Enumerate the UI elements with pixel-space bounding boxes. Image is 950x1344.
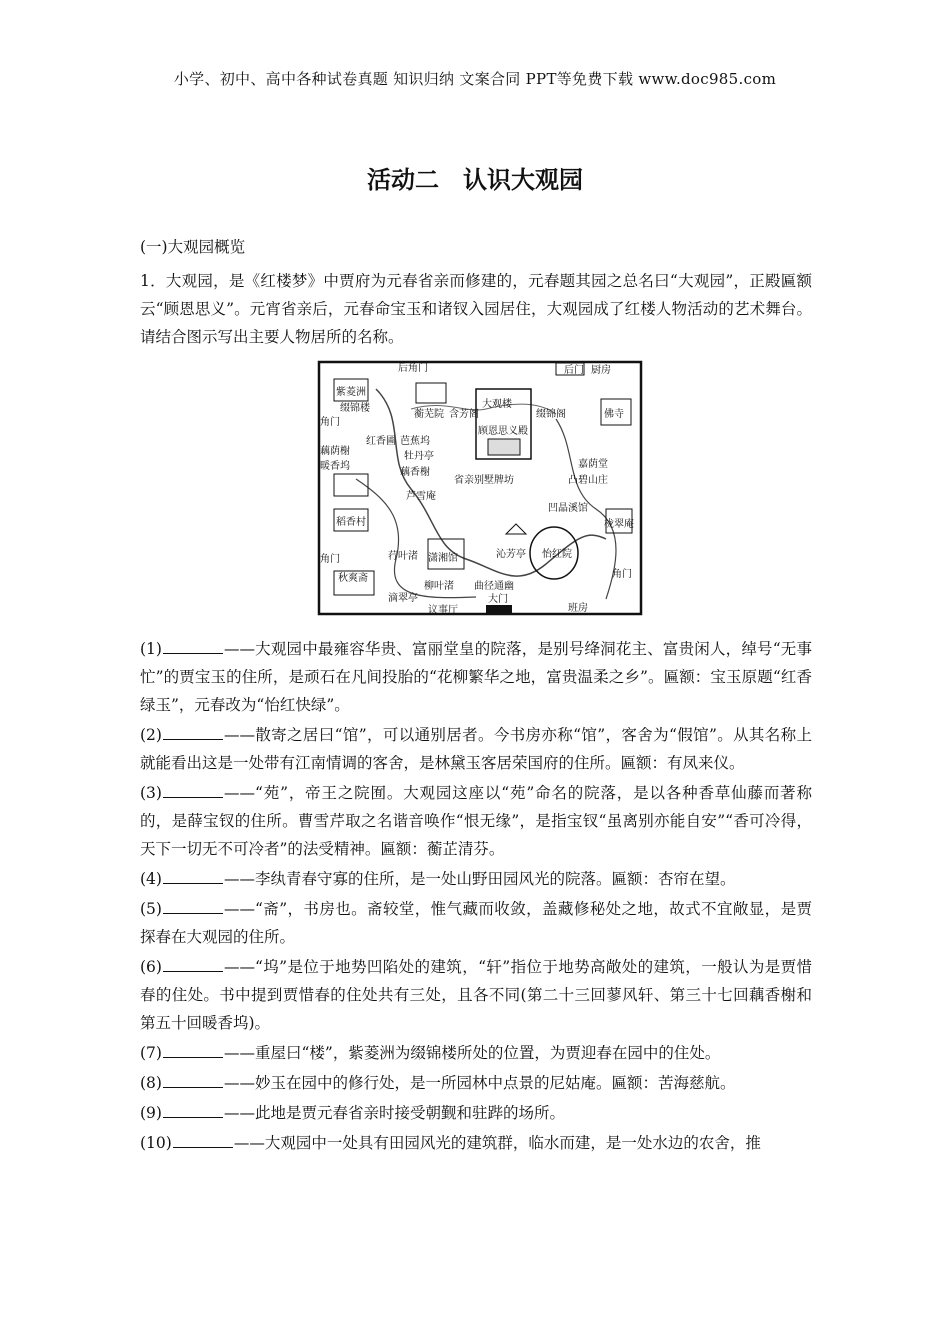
answer-item bbox=[140, 1039, 812, 1067]
map-label: 栊翠庵 bbox=[604, 519, 634, 530]
answer-blank[interactable] bbox=[163, 955, 223, 972]
answer-blank[interactable] bbox=[163, 1101, 223, 1118]
map-label: 潇湘馆 bbox=[428, 553, 458, 564]
item-number: (2) bbox=[140, 726, 162, 744]
map-label: 牡丹亭 bbox=[404, 451, 434, 462]
building-nuanxiangwu bbox=[334, 474, 368, 496]
item-text: ——“苑”，帝王之院囿。大观园这座以“苑”命名的院落，是以各种香草仙藤而著称的，是薛宝钗的住所。曹雪芹取之名谐音唤作“恨无缘”，是指宝钗“虽离别亦能自安”“香可冷得，天下一切无不可冷者”的法受精神。匾额：蘅芷清芬。 bbox=[140, 784, 812, 858]
map-label: 曲径通幽 bbox=[474, 581, 514, 592]
map-label: 角门 bbox=[612, 569, 632, 580]
item-text: ——李纨青春守寡的住所，是一处山野田园风光的院落。匾额：杏帘在望。 bbox=[223, 870, 736, 888]
map-label: 秋爽斋 bbox=[338, 573, 368, 584]
map-label: 班房 bbox=[568, 603, 588, 614]
section-label: (一)大观园概览 bbox=[140, 238, 246, 256]
answer-item bbox=[140, 721, 812, 777]
map-label: 藕香榭 bbox=[400, 467, 430, 478]
map-label: 红香圃 bbox=[366, 436, 396, 447]
answer-blank[interactable] bbox=[163, 897, 223, 914]
map-label: 芦雪庵 bbox=[406, 491, 436, 502]
map-label: 顾恩思义殿 bbox=[478, 426, 528, 437]
map-label: 缀锦阁 bbox=[536, 409, 566, 420]
building-damen bbox=[486, 605, 512, 615]
answer-blank[interactable] bbox=[163, 1071, 223, 1088]
map-label: 蘅芜院 bbox=[414, 409, 444, 420]
answer-item bbox=[140, 1099, 812, 1127]
map-label: 稻香村 bbox=[336, 517, 366, 528]
map-figure bbox=[316, 359, 644, 621]
item-number: (6) bbox=[140, 958, 162, 976]
map-label: 后角门 bbox=[398, 363, 428, 374]
answer-blank[interactable] bbox=[163, 781, 223, 798]
answer-item bbox=[140, 895, 812, 951]
answer-item bbox=[140, 779, 812, 863]
answer-item bbox=[140, 1129, 812, 1157]
item-text: ——大观园中最雍容华贵、富丽堂皇的院落，是别号绛洞花主、富贵闲人，绰号“无事忙”的贾宝玉的住所，是顽石在凡间投胎的“花柳繁华之地，富贵温柔之乡”。匾额：宝玉原题“红香绿玉”，元春改为“怡红快绿”。 bbox=[140, 640, 812, 714]
map-label: 紫菱洲 bbox=[336, 387, 366, 398]
page-header: 小学、初中、高中各种试卷真题 知识归纳 文案合同 PPT等免费下载 www.doc985.com bbox=[173, 70, 777, 88]
map-label: 芭蕉坞 bbox=[400, 436, 430, 447]
building-gu-en-hall bbox=[488, 439, 520, 455]
item-number: (7) bbox=[140, 1044, 162, 1062]
map-label: 藕荫榭 bbox=[320, 446, 350, 457]
item-text: ——散寄之居曰“馆”，可以通别居者。今书房亦称“馆”，客舍为“假馆”。从其名称上就能看出这是一处带有江南情调的客舍，是林黛玉客居荣国府的住所。匾额：有凤来仪。 bbox=[140, 726, 812, 772]
item-text: ——妙玉在园中的修行处，是一所园林中点景的尼姑庵。匾额：苦海慈航。 bbox=[223, 1074, 736, 1092]
daguanyuan-map bbox=[316, 359, 644, 621]
answer-blank[interactable] bbox=[163, 867, 223, 884]
map-label: 凹晶溪馆 bbox=[548, 503, 588, 514]
answer-item bbox=[140, 1069, 812, 1097]
map-label: 缀锦楼 bbox=[340, 403, 370, 414]
question-body: 大观园，是《红楼梦》中贾府为元春省亲而修建的，元春题其园之总名曰“大观园”，正殿匾额云“顾恩思义”。元宵省亲后，元春命宝玉和诸钗入园居住，大观园成了红楼人物活动的艺术舞台。请结合图示写出主要人物居所的名称。 bbox=[140, 272, 812, 346]
map-label: 含芳阁 bbox=[449, 409, 479, 420]
map-label: 怡红院 bbox=[542, 549, 572, 560]
map-label: 荇叶渚 bbox=[388, 551, 418, 562]
item-text: ——此地是贾元春省亲时接受朝觐和驻跸的场所。 bbox=[223, 1104, 565, 1122]
page-title: 活动二 认识大观园 bbox=[367, 166, 583, 194]
building-hengwuyuan bbox=[416, 383, 446, 403]
answer-item bbox=[140, 865, 812, 893]
map-label: 沁芳亭 bbox=[496, 549, 526, 560]
item-text: ——大观园中一处具有田园风光的建筑群，临水而建，是一处水边的农舍，推 bbox=[233, 1134, 761, 1152]
item-number: (8) bbox=[140, 1074, 162, 1092]
answer-items bbox=[140, 635, 812, 1157]
item-number: (4) bbox=[140, 870, 162, 888]
building-qinfangting bbox=[506, 524, 526, 534]
map-label: 滴翠亭 bbox=[388, 593, 418, 604]
item-number: (10) bbox=[140, 1134, 172, 1152]
answer-blank[interactable] bbox=[173, 1131, 233, 1148]
map-label: 嘉荫堂 bbox=[578, 459, 608, 470]
map-label: 角门 bbox=[320, 417, 340, 428]
map-label: 角门 bbox=[320, 554, 340, 565]
answer-item bbox=[140, 953, 812, 1037]
item-text: ——重屋曰“楼”，紫菱洲为缀锦楼所处的位置，为贾迎春在园中的住处。 bbox=[223, 1044, 721, 1062]
map-label: 凸碧山庄 bbox=[568, 475, 608, 486]
answer-blank[interactable] bbox=[163, 1041, 223, 1058]
map-label: 议事厅 bbox=[428, 605, 458, 616]
item-number: (3) bbox=[140, 784, 162, 802]
item-number: (5) bbox=[140, 900, 162, 918]
item-text: ——“坞”是位于地势凹陷处的建筑，“轩”指位于地势高敞处的建筑，一般认为是贾惜春的住处。书中提到贾惜春的住处共有三处，且各不同(第二十三回蓼风轩、第三十七回藕香榭和第五十回暖香坞)。 bbox=[140, 958, 812, 1032]
answer-blank[interactable] bbox=[163, 637, 223, 654]
question-text bbox=[140, 267, 812, 351]
map-label: 后门 bbox=[564, 365, 584, 376]
item-number: (9) bbox=[140, 1104, 162, 1122]
answer-blank[interactable] bbox=[163, 723, 223, 740]
map-label: 厨房 bbox=[591, 365, 611, 376]
question-number: 1． bbox=[140, 272, 166, 290]
map-label: 大门 bbox=[488, 594, 508, 605]
map-label: 省亲别墅牌坊 bbox=[454, 475, 514, 486]
map-label: 暖香坞 bbox=[320, 461, 350, 472]
map-label: 大观楼 bbox=[482, 399, 512, 410]
answer-item bbox=[140, 635, 812, 719]
item-number: (1) bbox=[140, 640, 162, 658]
item-text: ——“斋”，书房也。斋较堂，惟气藏而收敛，盖藏修秘处之地，故式不宜敞显，是贾探春在大观园的住所。 bbox=[140, 900, 812, 946]
map-label: 佛寺 bbox=[604, 409, 624, 420]
document-body bbox=[140, 233, 812, 1159]
map-label: 柳叶渚 bbox=[424, 581, 454, 592]
